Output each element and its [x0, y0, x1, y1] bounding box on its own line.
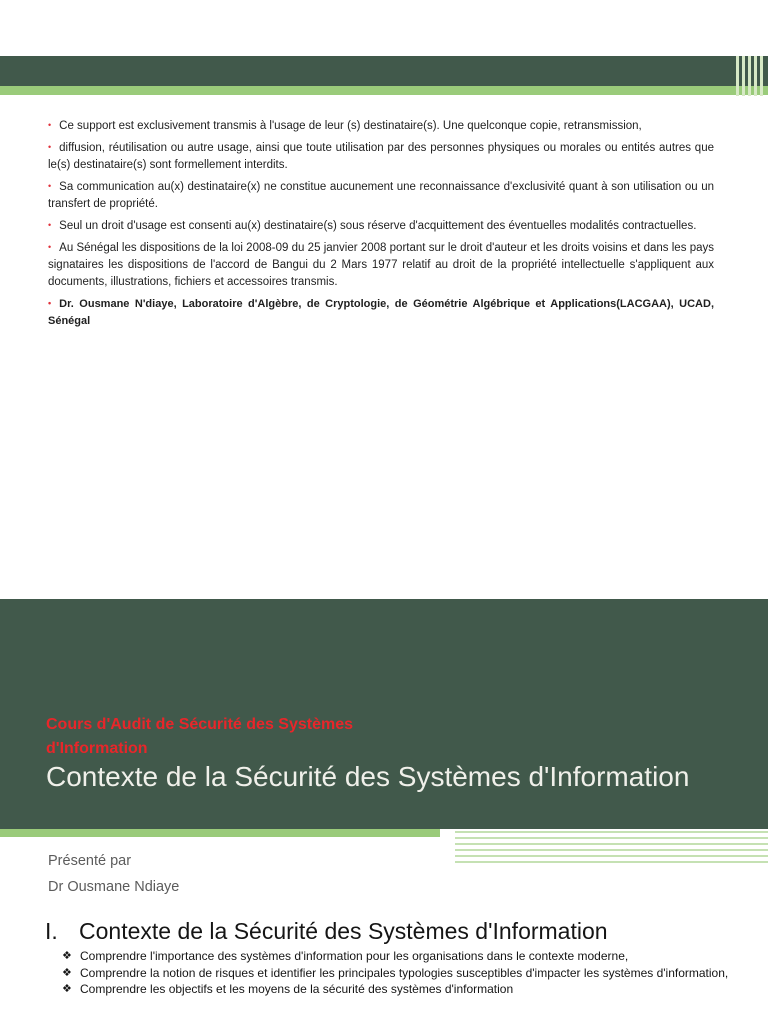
diamond-bullet-icon: ❖ — [62, 950, 72, 962]
course-title: Cours d'Audit de Sécurité des Systèmes d'Information — [46, 716, 354, 757]
notice-item: • Ce support est exclusivement transmis à l'usage de leur (s) destinataire(s). Une quelconque copie, retransmission, — [48, 120, 642, 132]
bullet-icon: • — [48, 242, 52, 252]
presented-by-label: Présenté par — [48, 853, 132, 869]
title-slide-stripe — [0, 829, 440, 837]
bullet-icon: • — [48, 220, 52, 230]
copyright-notice — [48, 118, 714, 335]
notice-item: • Seul un droit d'usage est consenti au(x) destinataire(s) sous réserve d'acquittement des éventuelles modalités contractuelles. — [48, 220, 697, 232]
header-decor-stripes — [732, 56, 768, 96]
diamond-bullet-icon: ❖ — [62, 983, 72, 995]
slide-decor-stripes — [455, 829, 768, 863]
notice-author: • Dr. Ousmane N'diaye, Laboratoire d'Algèbre, de Cryptologie, de Géométrie Algébrique et Applications(LACGAA), UCAD, Sénégal — [48, 298, 714, 327]
presenter-name: Dr Ousmane Ndiaye — [48, 879, 180, 895]
page-header-band — [0, 56, 768, 86]
objectives-list — [62, 948, 752, 998]
list-item: ❖ Comprendre la notion de risques et identifier les principales typologies susceptibles d'impacter les systèmes d'information, — [62, 965, 729, 980]
bullet-icon: • — [48, 142, 52, 152]
presenter — [48, 848, 179, 900]
section-heading-text: Contexte de la Sécurité des Systèmes d'Information — [79, 918, 608, 944]
section-heading — [45, 914, 608, 948]
notice-item: • diffusion, réutilisation ou autre usage, ainsi que toute utilisation par des personnes physiques ou morales ou entités autres que le(s) destinataire(s) sont formellement interdits. — [48, 142, 714, 171]
slide-title: Contexte de la Sécurité des Systèmes d'Information — [46, 761, 690, 792]
notice-item: • Au Sénégal les dispositions de la loi 2008-09 du 25 janvier 2008 portant sur le droit d'auteur et les droits voisins et dans les pays signataires les dispositions de l'accord de Bangui du 2 Mars 1977 relatif au droit de la propriété intellectuelle s'appliquent aux documents, illustrations, fichiers et accessoires transmis. — [48, 242, 714, 288]
diamond-bullet-icon: ❖ — [62, 966, 72, 979]
bullet-icon: • — [48, 298, 52, 308]
list-item: ❖ Comprendre les objectifs et les moyens de la sécurité des systèmes d'information — [62, 982, 514, 996]
section-number: I. — [45, 918, 58, 944]
bullet-icon: • — [48, 181, 52, 191]
page-header-stripe — [0, 86, 768, 95]
bullet-icon: • — [48, 120, 52, 130]
list-item: ❖ Comprendre l'importance des systèmes d'information pour les organisations dans le contexte moderne, — [62, 949, 629, 963]
notice-item: • Sa communication au(x) destinataire(x) ne constitue aucunement une reconnaissance d'exclusivité quant à son utilisation ou un transfert de propriété. — [48, 181, 714, 210]
